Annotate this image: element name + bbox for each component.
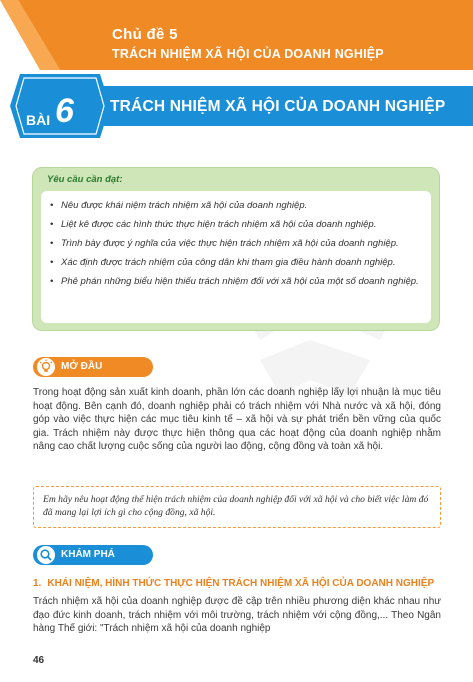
- lesson-label: BÀI: [26, 112, 51, 128]
- explore-paragraph: Trách nhiệm xã hội của doanh nghiệp được đề cập trên nhiều phương diện khác nhau như đạo đức kinh doanh, trách nhiệm với môi trường, trách nhiệm với cộng đồng,... Theo Ngân hàng Thế giới: "Trách nhiệm xã hội của doanh nghiệp: [33, 596, 441, 635]
- topic-banner: [0, 0, 473, 74]
- explore-section-label: [33, 545, 153, 565]
- intro-section-label: [33, 357, 153, 377]
- lightbulb-icon: [37, 358, 55, 376]
- section-heading-number: 1.: [33, 578, 42, 589]
- intro-question-box: [33, 486, 441, 528]
- topic-subtitle: TRÁCH NHIỆM XÃ HỘI CỦA DOANH NGHIỆP: [112, 47, 384, 61]
- intro-question: Em hãy nêu hoạt động thể hiện trách nhiệm của doanh nghiệp đối với xã hội và cho biết việc làm đó đã mang lại lợi ích gì cho cộng đồng, xã hội.: [43, 494, 429, 518]
- intro-paragraph: Trong hoạt động sản xuất kinh doanh, phần lớn các doanh nghiệp lấy lợi nhuận là mục tiêu hoạt động. Bên cạnh đó, doanh nghiệp phải có trách nhiệm với Nhà nước và xã hội, đóng góp vào việc thực hiện các mục tiêu kinh tế – xã hội và sự phát triển bền vững của quốc gia. Trách nhiệm này được thực hiện thông qua các hoạt động của doanh nghiệp nhằm nâng cao chất lượng cuộc sống của người lao động, cộng đồng và toàn xã hội.: [33, 387, 441, 453]
- requirement-item: • Liệt kê được các hình thức thực hiện trách nhiệm xã hội của doanh nghiệp.: [49, 218, 421, 232]
- topic-title: Chủ đề 5: [112, 26, 178, 43]
- requirement-item: • Xác định được trách nhiệm của công dân khi tham gia điều hành doanh nghiệp.: [49, 256, 421, 270]
- requirement-item: • Nêu được khái niệm trách nhiệm xã hội của doanh nghiệp.: [49, 199, 421, 213]
- intro-label-text: MỞ ĐẦU: [61, 361, 103, 372]
- explore-label-text: KHÁM PHÁ: [61, 549, 115, 560]
- lesson-number: 6: [55, 92, 74, 130]
- section-heading: [33, 578, 434, 589]
- requirement-item: • Phê phán những biểu hiện thiếu trách nhiệm đối với xã hội của một số doanh nghiệp.: [49, 275, 421, 289]
- requirements-heading: Yêu cầu cần đạt:: [47, 174, 123, 185]
- requirement-item: • Trình bày được ý nghĩa của việc thực hiện trách nhiệm xã hội của doanh nghiệp.: [49, 237, 421, 251]
- requirements-box: [32, 167, 440, 331]
- requirements-list-panel: [41, 191, 431, 323]
- page-number: 46: [33, 655, 45, 666]
- lesson-title: TRÁCH NHIỆM XÃ HỘI CỦA DOANH NGHIỆP: [110, 98, 446, 115]
- section-heading-text: KHÁI NIỆM, HÌNH THỨC THỰC HIỆN TRÁCH NHIỆM XÃ HỘI CỦA DOANH NGHIỆP: [47, 578, 435, 589]
- requirements-list: [41, 191, 431, 289]
- magnifier-icon: [37, 546, 55, 564]
